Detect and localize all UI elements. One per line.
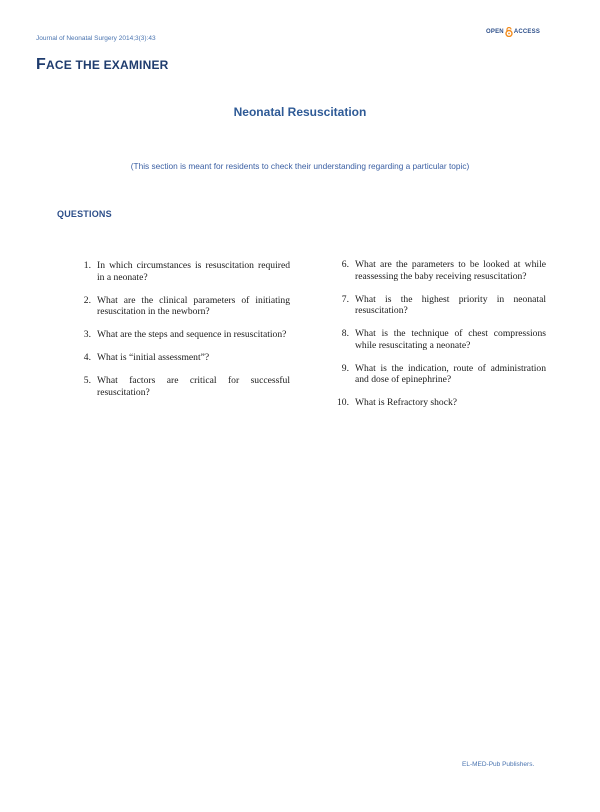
publisher-footer: EL-MED-Pub Publishers. bbox=[462, 761, 535, 768]
question-item: 9. What is the indication, route of administration and dose of epinephrine? bbox=[341, 362, 546, 385]
questions-list-right bbox=[330, 259, 546, 420]
question-item: 7. What is the highest priority in neonatal resuscitation? bbox=[341, 293, 546, 316]
question-item: 6. What are the parameters to be looked at while reassessing the baby receiving resuscitation? bbox=[341, 259, 546, 282]
open-access-word-access: ACCESS bbox=[513, 29, 541, 35]
journal-citation: Journal of Neonatal Surgery 2014;3(3):43 bbox=[36, 35, 156, 42]
section-heading: FACE THE EXAMINER bbox=[36, 56, 169, 73]
question-item: 1. In which circumstances is resuscitation required in a neonate? bbox=[83, 260, 290, 283]
question-item: 4. What is “initial assessment”? bbox=[83, 352, 210, 363]
open-lock-icon bbox=[505, 27, 513, 37]
questions-heading: QUESTIONS bbox=[57, 209, 112, 219]
questions-list-left bbox=[72, 260, 290, 410]
open-access-logo bbox=[486, 27, 540, 37]
question-item: 5. What factors are critical for successful resuscitation? bbox=[83, 375, 290, 398]
question-item: 10. What is Refractory shock? bbox=[337, 397, 458, 408]
open-access-word-open: OPEN bbox=[486, 29, 504, 35]
question-item: 8. What is the technique of chest compressions while resuscitating a neonate? bbox=[341, 328, 546, 351]
question-item: 2. What are the clinical parameters of initiating resuscitation in the newborn? bbox=[83, 294, 290, 317]
section-note: (This section is meant for residents to check their understanding regarding a particular topic) bbox=[130, 161, 470, 171]
question-item: 3. What are the steps and sequence in resuscitation? bbox=[83, 329, 287, 340]
article-title: Neonatal Resuscitation bbox=[233, 105, 367, 119]
